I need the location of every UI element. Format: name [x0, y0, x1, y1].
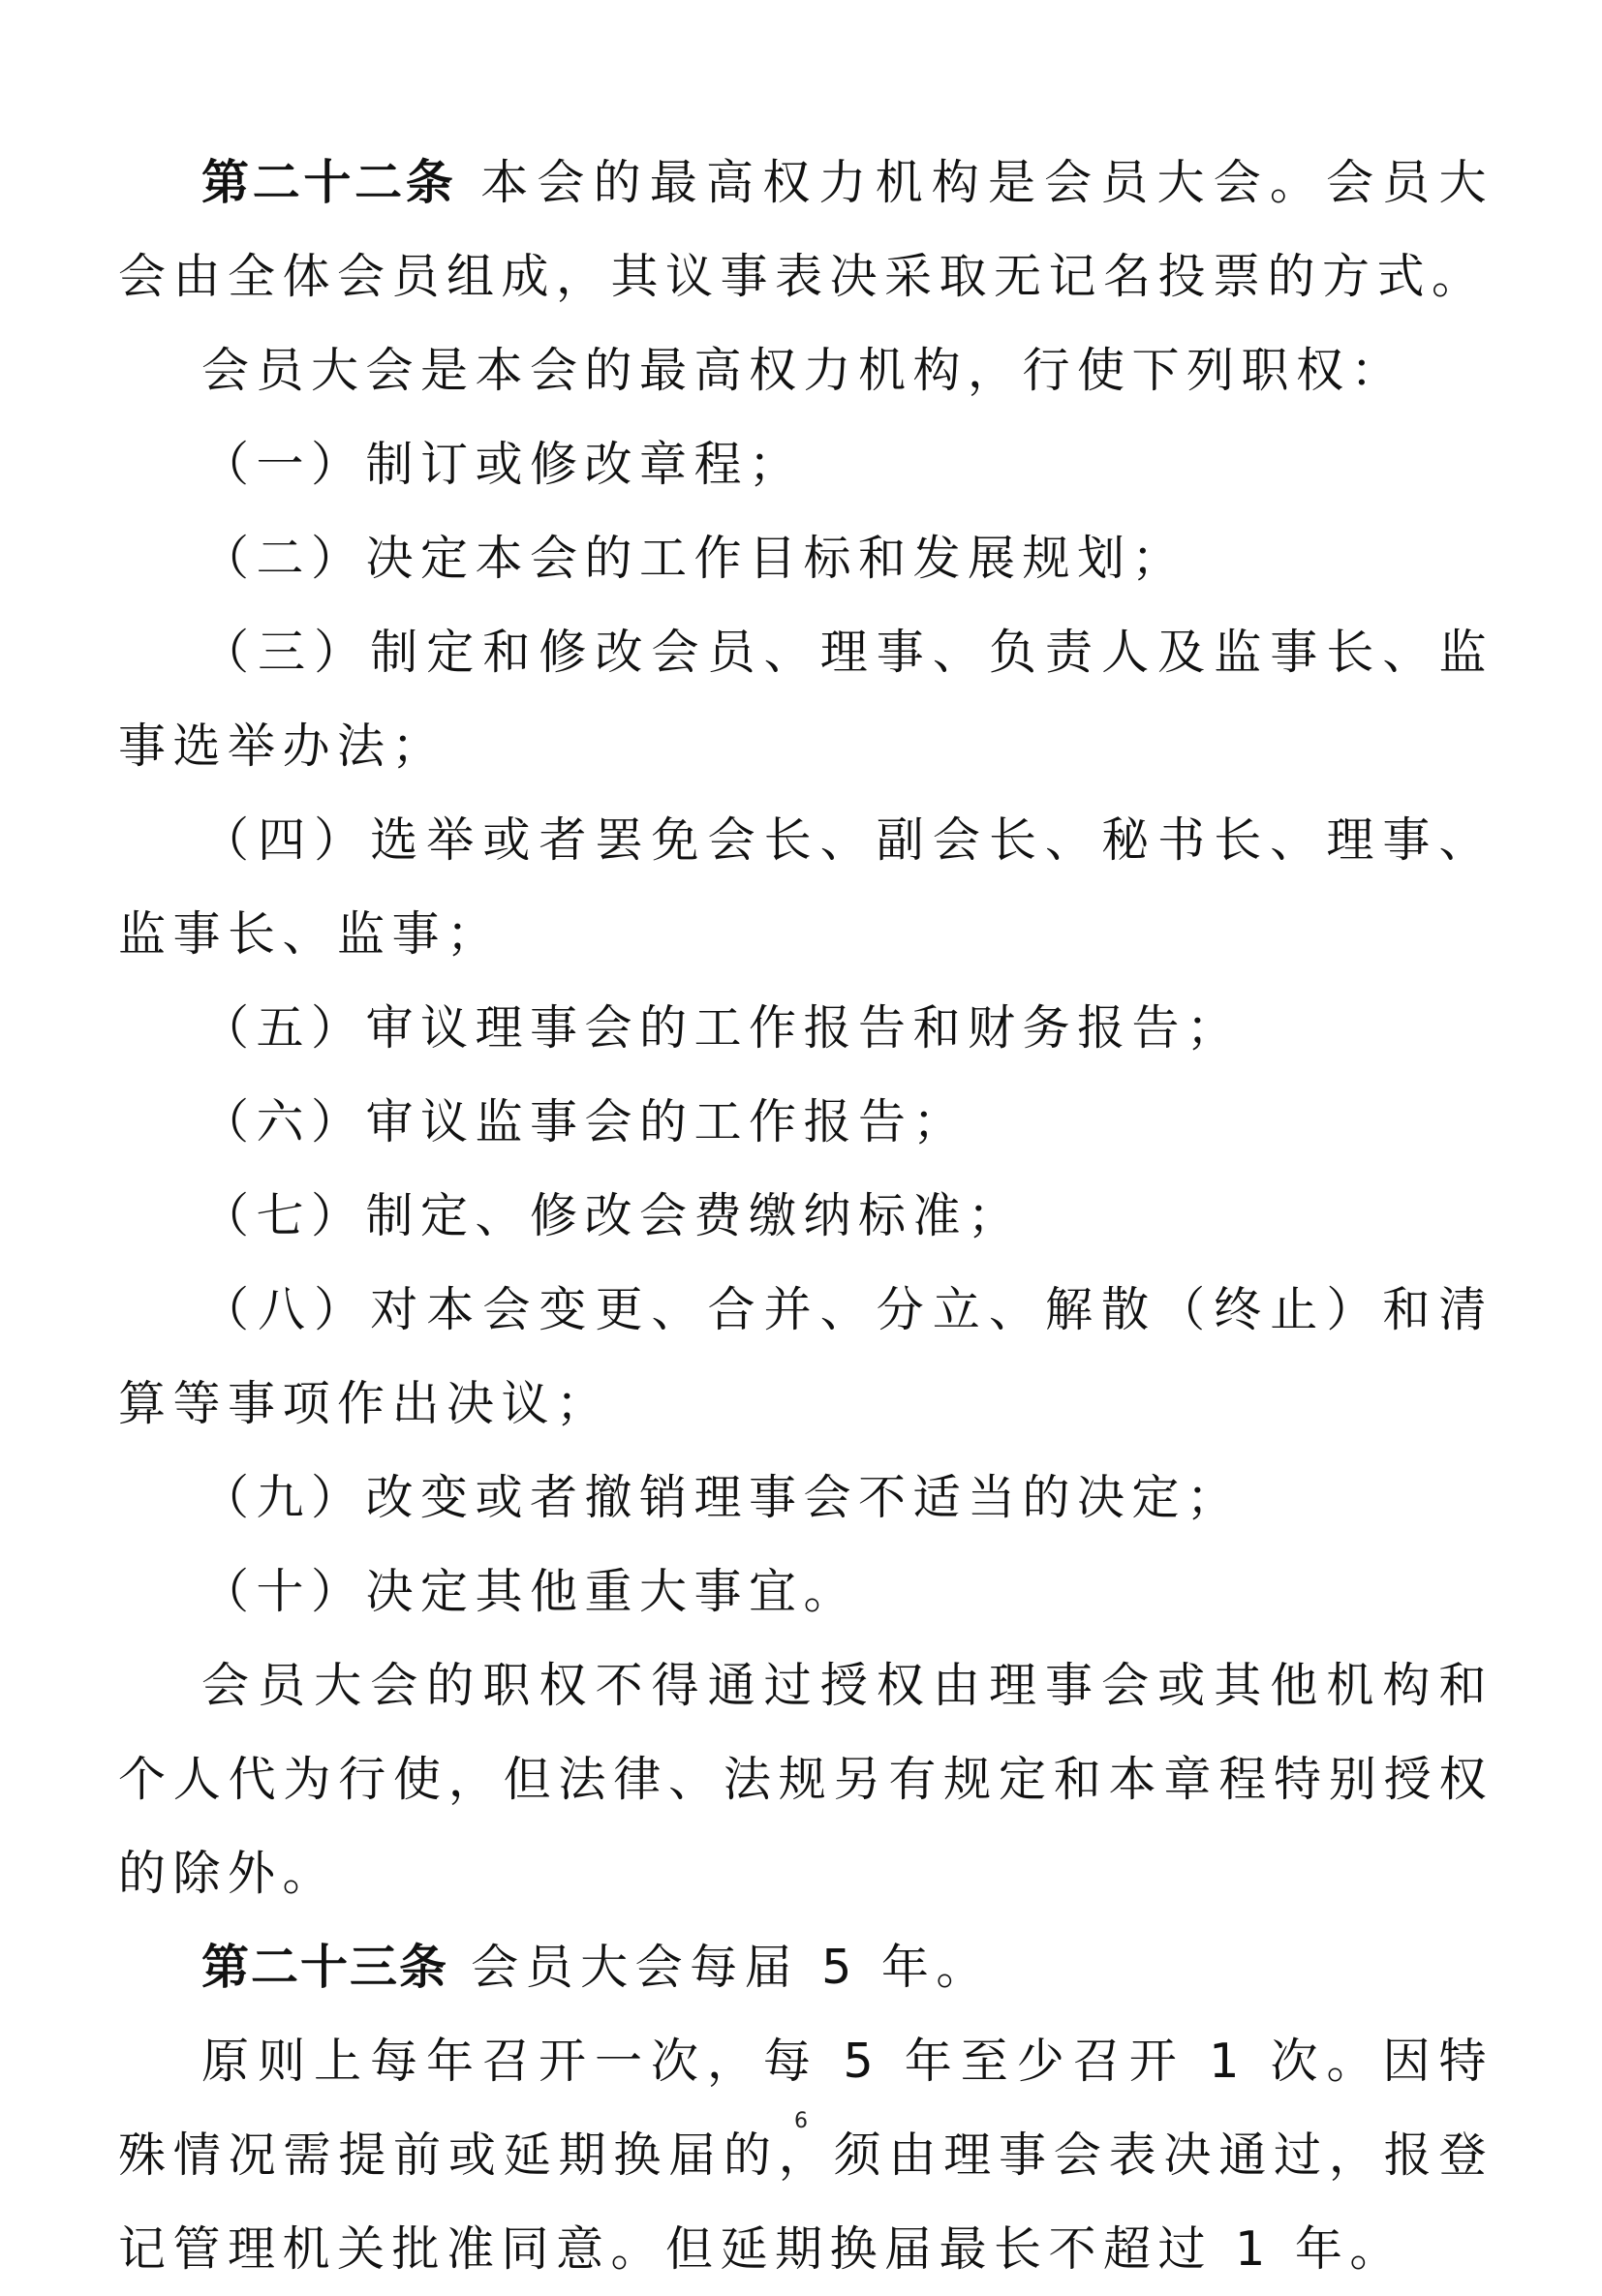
paragraph: 原则上每年召开一次，每 5 年至少召开 1 次。因特殊情况需提前或延期换届的，须由理事会表决通过，报登记管理机关批准同意。但延期换届最长不超过 1 年。 — [118, 2034, 1494, 2277]
page-number: 6 — [794, 2109, 808, 2133]
list-item: （九）改变或者撤销理事会不适当的决定； — [201, 1470, 1242, 1525]
paragraph-text: 本会的最高权力机构是会员大会。会员大会由全体会员组成，其议事表决采取无记名投票的方式。 — [118, 155, 1494, 304]
paragraph-article-22 — [118, 136, 1494, 323]
list-item: （十）决定其他重大事宜。 — [201, 1564, 859, 1619]
list-item: （六）审议监事会的工作报告； — [201, 1094, 969, 1149]
list-item: （一）制订或修改章程； — [201, 437, 804, 492]
document-body — [118, 136, 1494, 2296]
paragraph: 会员大会是本会的最高权力机构，行使下列职权： — [201, 343, 1406, 398]
paragraph-article-23 — [118, 1920, 1494, 2014]
list-item: （七）制定、修改会费缴纳标准； — [201, 1188, 1023, 1243]
list-item: （四）选举或者罢免会长、副会长、秘书长、理事、监事长、监事； — [118, 812, 1494, 962]
paragraph-text: 会员大会每届 5 年。 — [448, 1940, 991, 1995]
list-item: （八）对本会变更、合并、分立、解散（终止）和清算等事项作出决议； — [118, 1282, 1494, 1431]
article-heading: 第二十三条 — [201, 1940, 449, 1995]
list-item: （五）审议理事会的工作报告和财务报告； — [201, 1000, 1242, 1056]
article-heading: 第二十二条 — [201, 155, 457, 210]
paragraph: 会员大会的职权不得通过授权由理事会或其他机构和个人代为行使，但法律、法规另有规定和本章程特别授权的除外。 — [118, 1658, 1494, 1901]
list-item: （二）决定本会的工作目标和发展规划； — [201, 531, 1187, 586]
list-item: （三）制定和修改会员、理事、负责人及监事长、监事选举办法； — [118, 625, 1494, 774]
